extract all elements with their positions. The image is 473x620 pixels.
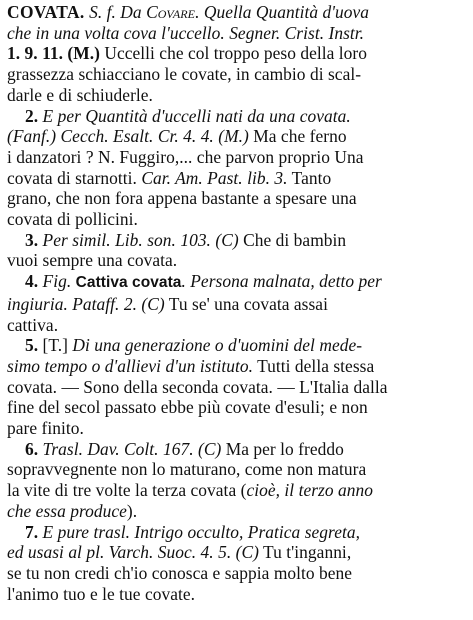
citation-ref: Per simil. Lib. son. 103. (C): [38, 229, 239, 250]
quotation-text: ).: [126, 500, 138, 521]
entry-sense-5: [7, 335, 469, 439]
quotation-text: Ma per lo freddo: [221, 438, 344, 459]
entry-line: [7, 356, 469, 377]
quotation-text: se tu non credi ch'io conosca e sappia molto bene: [7, 562, 353, 583]
entry-line: [7, 126, 469, 147]
source-tag: [T.]: [38, 335, 69, 356]
entry-line: [7, 501, 469, 522]
entry-line: [7, 439, 469, 460]
sense-number: 6.: [25, 438, 39, 459]
quotation-text: grassezza schiacciano le covate, in cambio di scal-: [7, 64, 362, 85]
quotation-text: vuoi sempre una covata.: [7, 250, 178, 271]
quotation-text: l'animo tuo e le tue covate.: [7, 583, 196, 604]
entry-line: [7, 294, 469, 315]
example-text: fine del secol passato ebbe più covate d'esuli; e non: [7, 397, 368, 418]
gloss-text: cioè, il terzo anno: [246, 480, 373, 501]
entry-sense-2: [7, 106, 469, 230]
quotation-text: Che di bambin: [238, 229, 347, 250]
sense-number: 4.: [25, 271, 39, 292]
definition-text: simo tempo o d'allievi d'un istituto.: [7, 355, 253, 376]
entry-line: [7, 168, 469, 189]
definition-text: . Persona malnata, detto per: [181, 271, 382, 292]
grammar-text: S. f. Da: [84, 2, 147, 22]
quotation-text: covata di starnotti.: [7, 167, 142, 188]
entry-line: [7, 271, 469, 294]
entry-line: [7, 230, 469, 251]
citation-ref: Trasl. Dav. Colt. 167. (C): [38, 438, 222, 459]
example-text: Tutti della stessa: [252, 355, 375, 376]
entry-line: [7, 335, 469, 356]
entry-covata: [7, 2, 469, 106]
entry-line: [7, 106, 469, 127]
citation-ref: 1. 9. 11. (M.): [7, 43, 100, 64]
entry-line: [7, 522, 469, 543]
sense-number: 3.: [25, 229, 39, 250]
quotation-text: Uccelli che col troppo peso della loro: [99, 43, 368, 64]
entry-sense-6: [7, 439, 469, 522]
example-text: covata. — Sono della seconda covata. — L'Italia dalla: [7, 376, 388, 397]
citation-ref: ed usasi al pl. Varch. Suoc. 4. 5. (C): [7, 542, 259, 563]
gloss-text: che essa produce: [7, 500, 127, 521]
dictionary-page: [7, 2, 469, 604]
quotation-text: covata di pollicini.: [7, 209, 138, 230]
entry-line: [7, 43, 469, 64]
quotation-text: Tanto: [287, 167, 332, 188]
phrase-headword: Cattiva covata: [75, 274, 182, 292]
headword: COVATA.: [7, 2, 85, 22]
citation-ref: ingiuria. Pataff. 2. (C): [7, 293, 165, 314]
sense-number: 2.: [25, 105, 39, 126]
quotation-text: darle e di schiuderle.: [7, 84, 153, 105]
definition-text: Fig.: [38, 271, 76, 292]
entry-sense-7: [7, 522, 469, 605]
definition-text: . Quella Quantità d'uova: [195, 2, 370, 22]
entry-line: [7, 542, 469, 563]
citation-ref: (Fanf.) Cecch. Esalt. Cr. 4. 4. (M.): [7, 126, 249, 147]
entry-sense-3: [7, 230, 469, 271]
sense-number: 7.: [25, 521, 39, 542]
definition-text: E per Quantità d'uccelli nati da una covata.: [38, 105, 351, 126]
example-text: pare finito.: [7, 418, 84, 439]
quotation-text: sopravvegnente non lo maturano, come non matura: [7, 459, 367, 480]
entry-line: [7, 2, 469, 23]
quotation-text: Ma che ferno: [248, 126, 347, 147]
quotation-text: cattiva.: [7, 314, 59, 335]
etymology-word: Covare: [146, 2, 196, 22]
sense-number: 5.: [25, 335, 39, 356]
entry-sense-4: [7, 271, 469, 335]
definition-text: che in una volta cova l'uccello. Segner. Crist. Instr.: [7, 22, 365, 43]
quotation-text: Tu t'inganni,: [258, 542, 352, 563]
entry-line: [7, 480, 469, 501]
quotation-text: grano, che non fora appena bastante a spesare una: [7, 188, 357, 209]
quotation-text: i danzatori ? N. Fuggiro,... che parvon proprio Una: [7, 146, 364, 167]
definition-text: E pure trasl. Intrigo occulto, Pratica segreta,: [38, 521, 360, 542]
quotation-text: la vite di tre volte la terza covata (: [7, 480, 247, 501]
quotation-text: Tu se' una covata assai: [164, 293, 328, 314]
definition-text: Di una generazione o d'uomini del mede-: [68, 335, 363, 356]
citation-ref: Car. Am. Past. lib. 3.: [141, 167, 288, 188]
